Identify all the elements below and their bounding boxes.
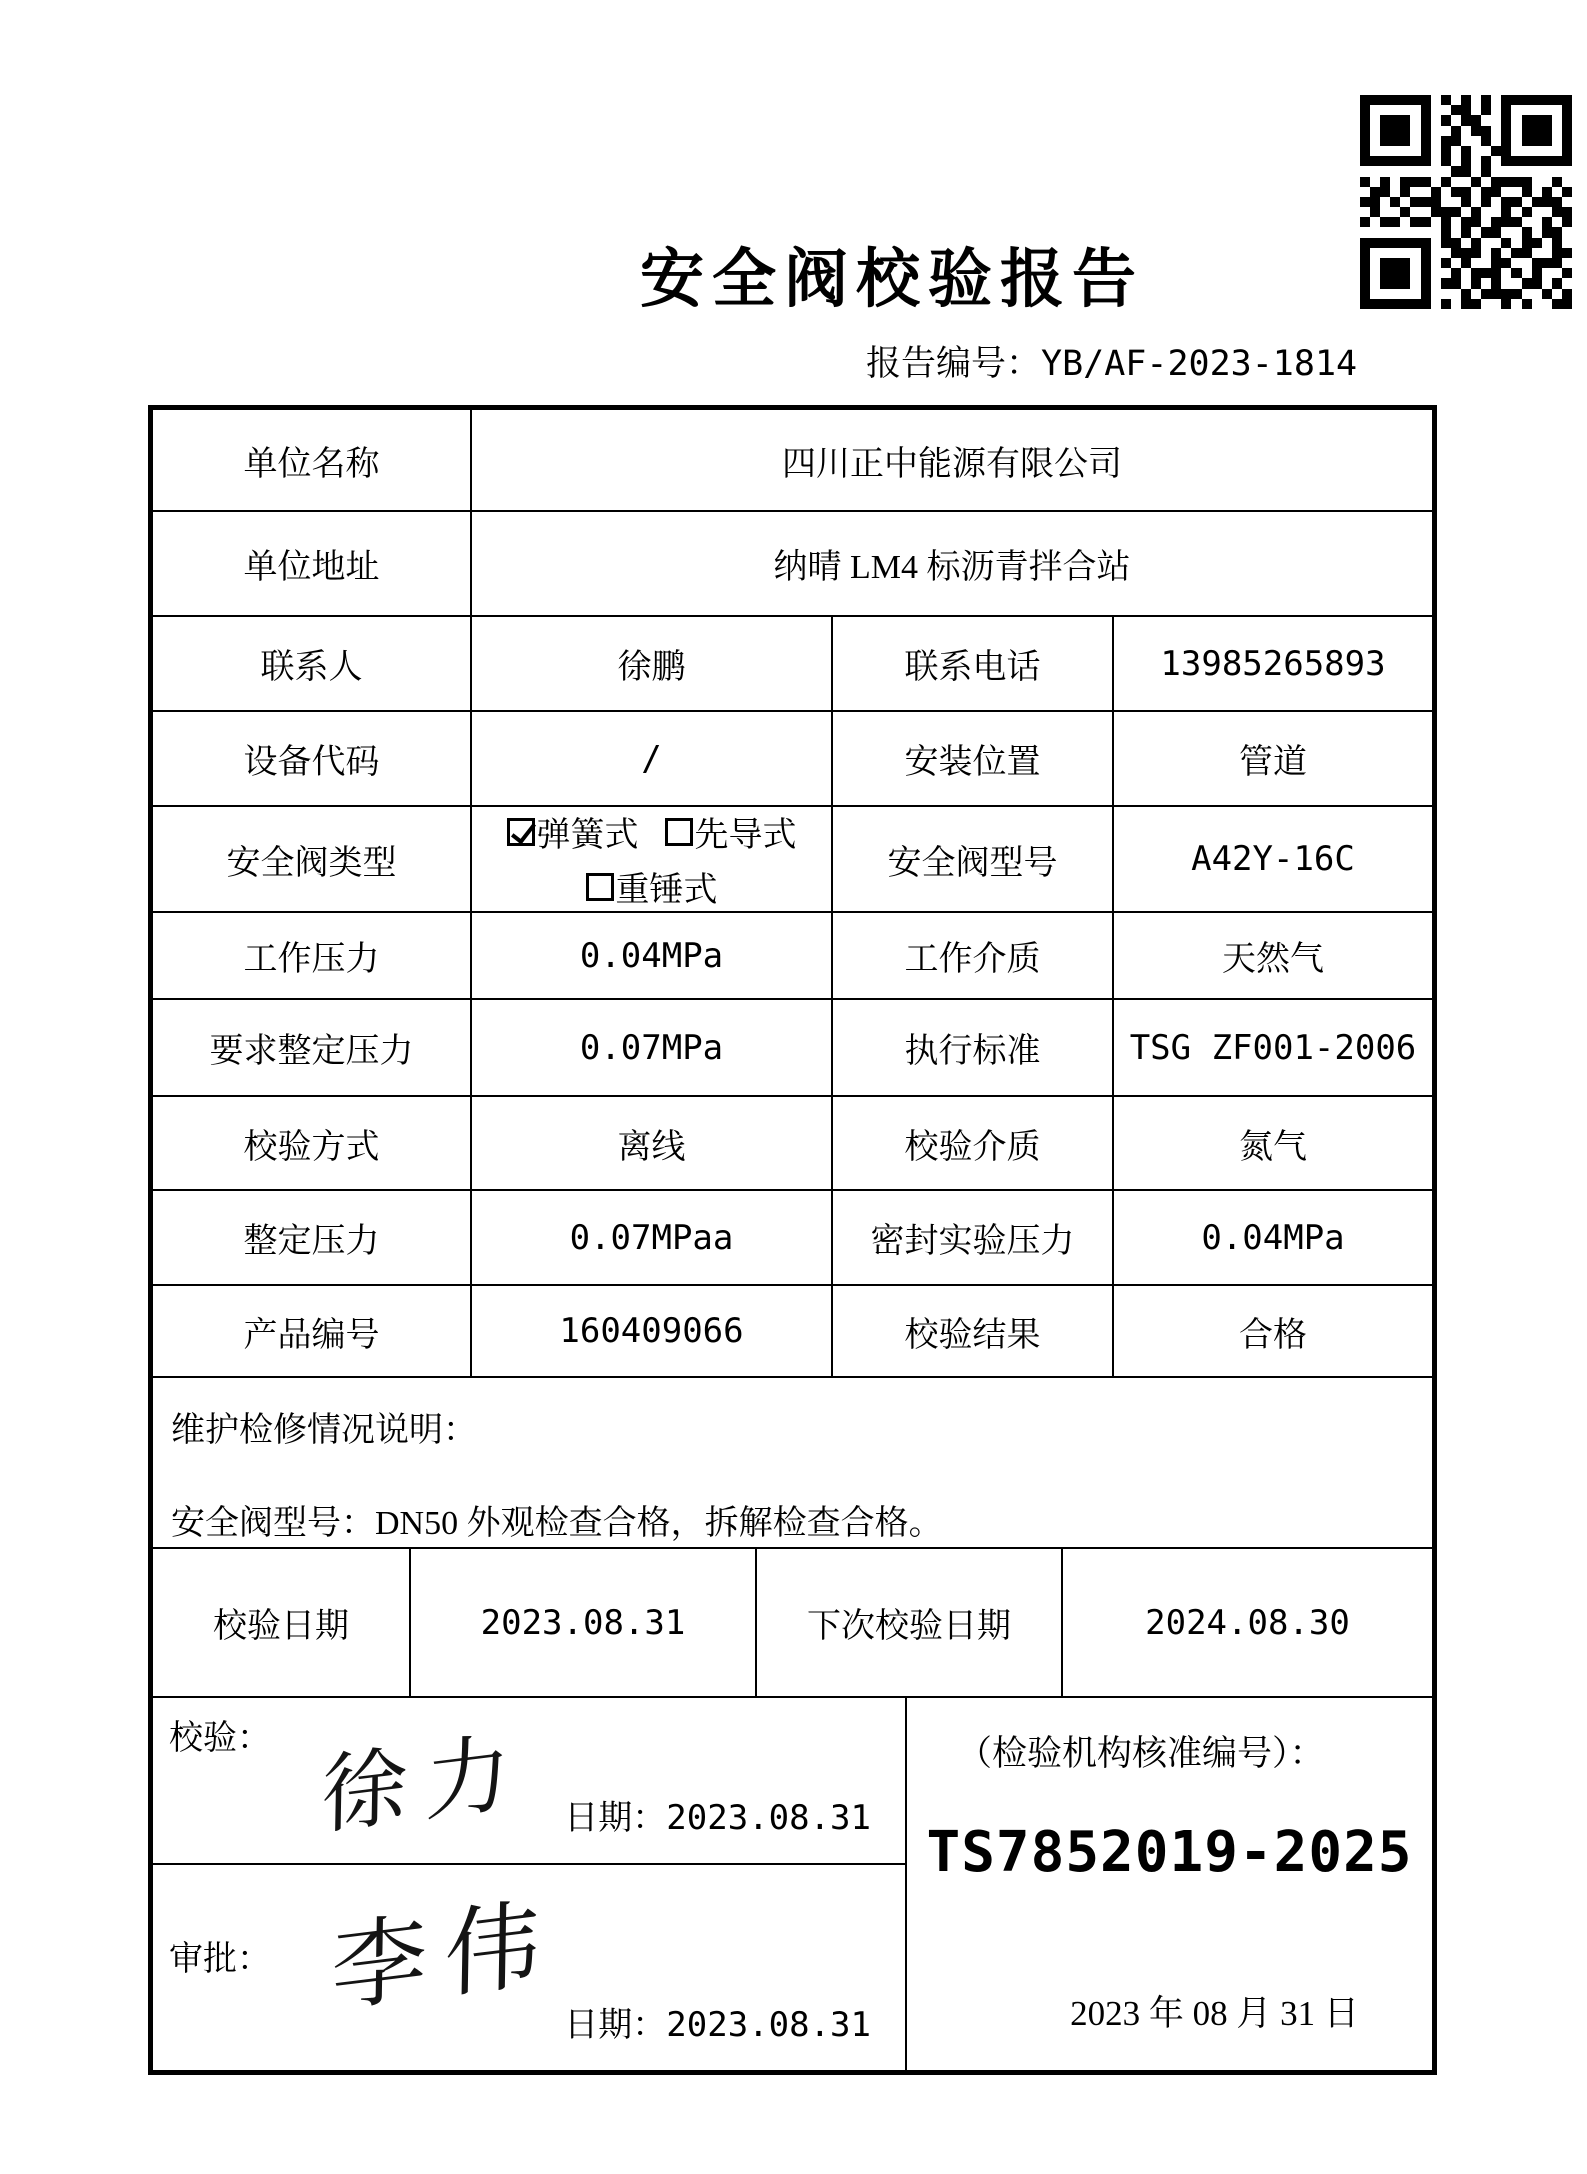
approver-date-value: 2023.08.31 [666,2005,871,2045]
qr-code-icon [1360,95,1572,309]
weight-type-label: 重锤式 [615,872,718,909]
spring-type-label: 弹簧式 [536,817,639,854]
maintenance-note-cell [153,1378,1432,1547]
calibrator-cell [153,1698,905,1863]
next-calibration-date-label: 下次校验日期 [755,1549,1061,1696]
table-row [153,410,1432,510]
table-row [153,911,1432,998]
phone-value: 13985265893 [1112,617,1432,710]
phone-label: 联系电话 [831,617,1112,710]
required-set-pressure-value: 0.07MPa [470,1000,831,1095]
org-approval-number-value: TS7852019-2025 [926,1820,1413,1885]
table-row [153,615,1432,710]
calibrator-signature: 徐力 [320,1722,530,1846]
seal-test-pressure-value: 0.04MPa [1112,1191,1432,1284]
calibration-method-value: 离线 [470,1097,831,1189]
result-value: 合格 [1112,1286,1432,1376]
set-pressure-value: 0.07MPaa [470,1191,831,1284]
calibration-date-label: 校验日期 [213,1608,349,1645]
org-approval-number-label: （检验机构核准编号）： [957,1734,1325,1773]
next-calibration-date-value: 2024.08.30 [1061,1549,1432,1696]
issue-date: 2023 年 08 月 31 日 [1070,1994,1359,2033]
maintenance-note: 安全阀型号：DN50 外观检查合格，拆解检查合格。 [171,1505,943,1542]
calibrator-date-label: 日期： [564,1800,667,1838]
table-row [153,710,1432,805]
approver-signature: 李伟 [330,1888,559,2025]
device-code-value: / [470,712,831,805]
report-number-label: 报告编号： [866,344,1042,383]
inspection-org-cell [905,1698,1432,2070]
report-table [148,405,1437,2075]
contact-label: 联系人 [260,649,363,686]
pilot-type-checkbox-icon [665,818,693,846]
contact-value: 徐鹏 [470,617,831,710]
unit-address-label: 单位地址 [243,549,380,586]
work-pressure-label: 工作压力 [243,941,380,978]
calibrator-date-line [564,1790,871,1839]
work-medium-label: 工作介质 [831,913,1112,998]
valve-model-label: 安全阀型号 [831,807,1112,911]
approver-label: 审批： [169,1941,271,1979]
table-row [153,805,1432,911]
unit-name-label: 单位名称 [243,445,380,483]
set-pressure-label: 整定压力 [243,1223,380,1260]
valve-type-options-line1 [507,807,797,856]
table-row [153,998,1432,1095]
valve-type-options-line2 [586,862,718,911]
standard-label: 执行标准 [831,1000,1112,1095]
required-set-pressure-label: 要求整定压力 [209,1033,414,1070]
valve-type-option-pilot [665,807,797,856]
unit-name-value: 四川正中能源有限公司 [470,410,1432,510]
calibration-medium-label: 校验介质 [831,1097,1112,1189]
calibration-method-label: 校验方式 [243,1128,380,1166]
table-row [153,1189,1432,1284]
weight-type-checkbox-icon [586,873,614,901]
result-label: 校验结果 [831,1286,1112,1376]
work-pressure-value: 0.04MPa [470,913,831,998]
date-row [153,1547,1432,1696]
valve-type-option-spring [507,807,639,856]
approver-date-label: 日期： [564,2007,667,2044]
device-code-label: 设备代码 [243,744,380,781]
product-number-value: 160409066 [470,1286,831,1376]
pilot-type-label: 先导式 [694,817,797,854]
approver-cell [153,1863,905,2070]
seal-test-pressure-label: 密封实验压力 [831,1191,1112,1284]
unit-address-value: 纳晴 LM4 标沥青拌合站 [470,512,1432,615]
calibrator-date-value: 2023.08.31 [666,1798,871,1839]
table-row [153,510,1432,615]
valve-type-value [470,807,831,911]
valve-type-label: 安全阀类型 [226,844,397,882]
work-medium-value: 天然气 [1112,913,1432,998]
install-position-label: 安装位置 [831,712,1112,805]
calibrator-label: 校验： [169,1720,271,1757]
standard-value: TSG ZF001-2006 [1112,1000,1432,1095]
report-number-line [866,336,1357,386]
install-position-value: 管道 [1112,712,1432,805]
valve-type-option-weight [586,862,718,911]
product-number-label: 产品编号 [243,1316,380,1354]
spring-type-checkbox-icon [507,818,535,846]
signature-section [153,1696,1432,2070]
valve-model-value: A42Y-16C [1112,807,1432,911]
maintenance-row [153,1376,1432,1547]
maintenance-title: 维护检修情况说明： [171,1412,477,1449]
table-row [153,1095,1432,1189]
page-title: 安全阀校验报告 [640,244,1144,315]
calibration-medium-value: 氮气 [1112,1097,1432,1189]
calibration-date-value: 2023.08.31 [409,1549,755,1696]
report-number-value: YB/AF-2023-1814 [1041,344,1358,384]
table-row [153,1284,1432,1376]
approver-date-line [564,1997,871,2046]
signature-left-column [153,1698,905,2070]
